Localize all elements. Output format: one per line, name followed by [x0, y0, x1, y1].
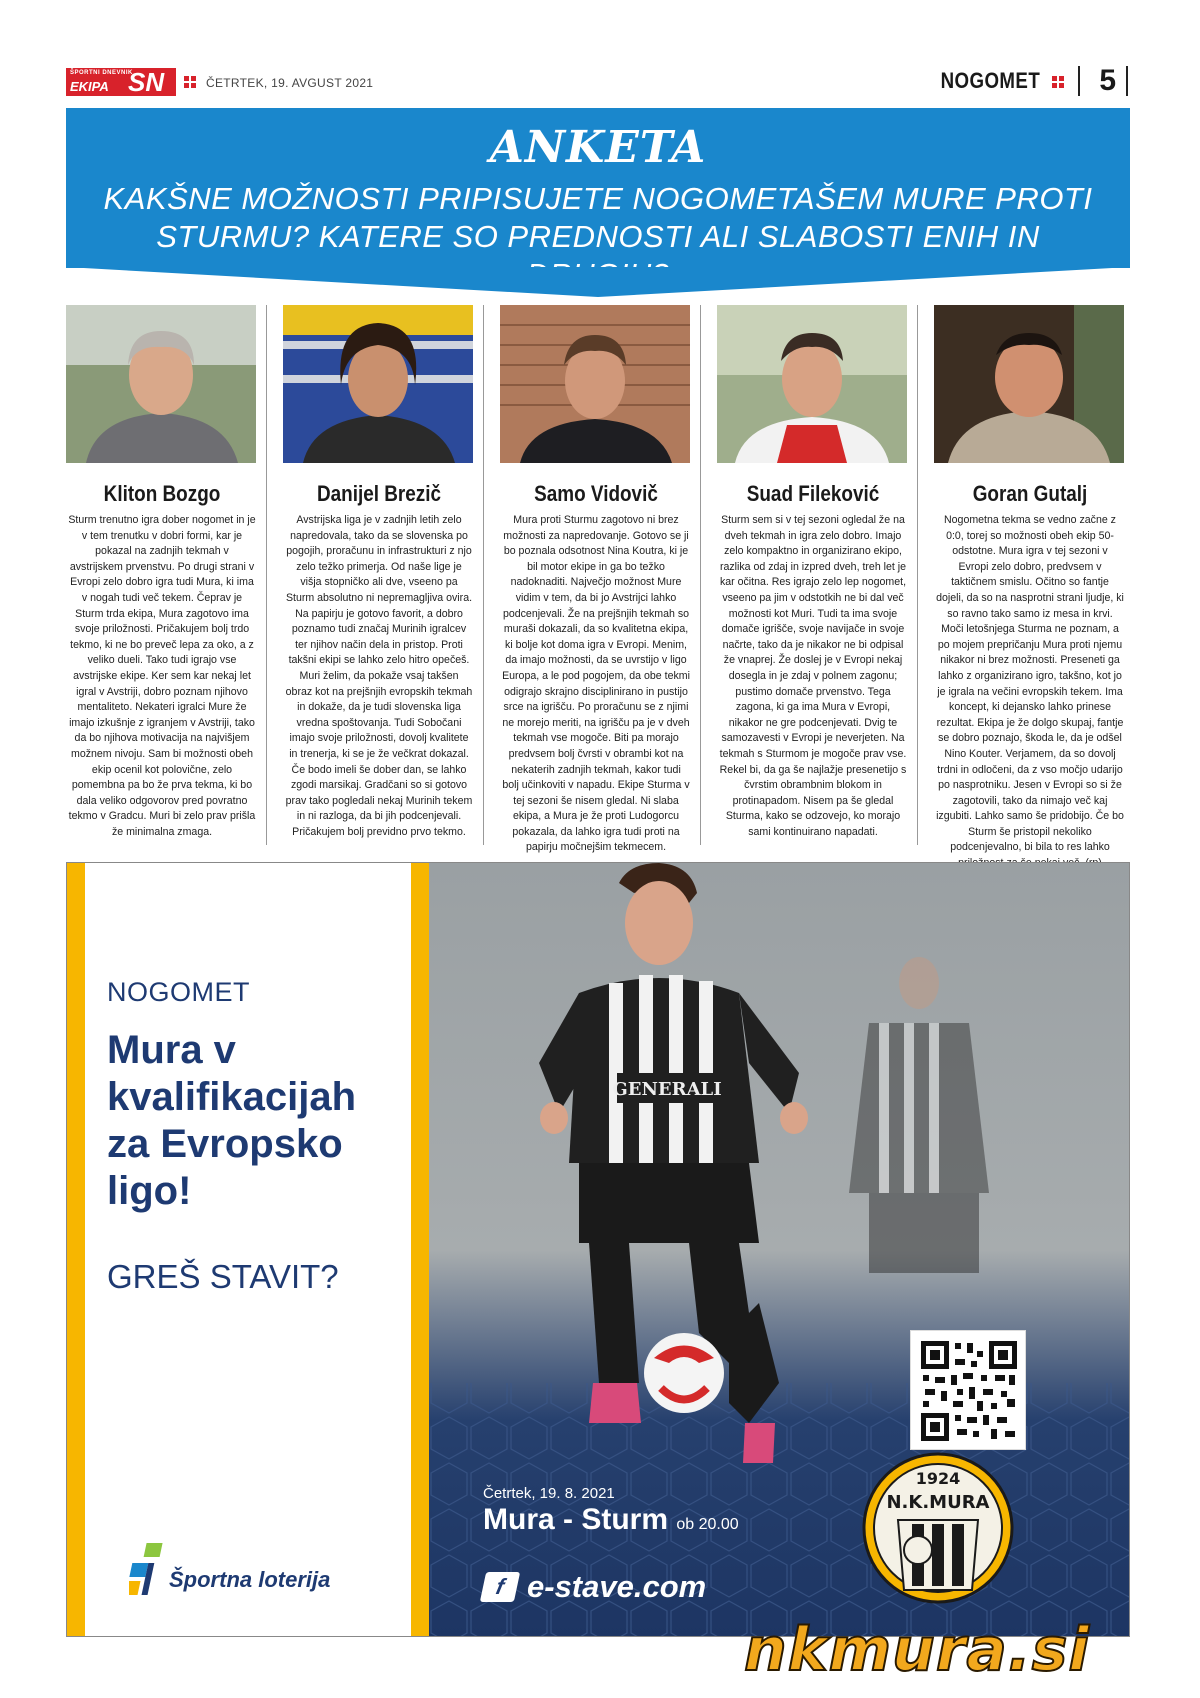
respondent-column — [283, 305, 475, 840]
respondent-photo — [717, 305, 907, 463]
column-divider — [266, 305, 267, 845]
column-divider — [700, 305, 701, 845]
lottery-name: Športna loterija — [169, 1567, 331, 1592]
match-teams: Mura - Sturm — [483, 1503, 669, 1536]
page-number: 5 — [1099, 64, 1116, 97]
respondent-photo — [283, 305, 473, 463]
survey-banner — [66, 108, 1130, 268]
question-line-1: KAKŠNE MOŽNOSTI PRIPISUJETE NOGOMETAŠEM MURE PROTI — [103, 181, 1093, 216]
respondent-name: Kliton Bozgo — [103, 481, 221, 506]
ad-stripe — [67, 863, 85, 1637]
square-bullet-icon — [1052, 76, 1064, 88]
banner-pointer — [0, 267, 1200, 297]
ad-kicker: NOGOMET — [107, 977, 250, 1007]
ad-headline: Mura v kvalifikacijah za Evropsko ligo! — [107, 1028, 357, 1213]
qr-code[interactable] — [910, 1330, 1026, 1450]
match-date: Četrtek, 19. 8. 2021 — [483, 1485, 615, 1502]
respondent-photo — [934, 305, 1124, 463]
respondent-column — [500, 305, 692, 856]
square-bullet-icon — [184, 76, 196, 88]
respondent-name: Suad Fileković — [746, 481, 880, 506]
e-stave-logo-icon: f — [480, 1572, 520, 1602]
page-header — [66, 64, 1130, 98]
respondent-photo — [500, 305, 690, 463]
column-divider — [483, 305, 484, 845]
respondent-answer: Sturm sem si v tej sezoni ogledal že na dveh tekmah in igra zelo dobro. Imajo zelo kompaktno in organizirano ekipo, razlika od zdaj in izpred dveh, treh let je kar očitna. Res igrajo zelo lep nogomet, vseeno pa jim v odstotkih ne bi dal več možnosti kot Muri. Tudi ta ima svoje domače igrišče, svoje navijače in svoje načrte, tako da je nikakor ne bi odpisal že vnaprej. Že doslej je v Evropi nekaj dosegla in je zdaj v polnem zagonu; pustimo domače prvenstvo. Tega zagona, ki ga ima Mura v Evropi, nikakor ne gre podcenjevati. Dvig te samozavesti v Evropi je neverjeten. Na tekmah s Sturmom je mogoče prav vse. Rekel bi, da ga še najlažje presenetijo s čvrstim obrambnim blokom in protinapadom. Nisem pa še gledal Sturma, kako se odzovejo, ko morajo sami kontinuirano napadati. — [719, 514, 907, 838]
ad-cta[interactable]: GREŠ STAVIT? — [107, 1258, 339, 1295]
crest-year: 1924 — [915, 1469, 961, 1488]
column-divider — [917, 305, 918, 845]
respondent-name: Samo Vidovič — [534, 481, 658, 506]
site-url[interactable]: e-stave.com — [527, 1569, 707, 1604]
divider — [1126, 66, 1128, 96]
question-line-2: STURMU? KATERE SO PREDNOSTI ALI SLABOSTI ENIH IN — [156, 219, 1040, 254]
ad-stripe — [411, 863, 429, 1637]
logo-sn: SN — [128, 67, 165, 97]
logo-name: EKIPA — [70, 79, 109, 94]
nk-mura-crest — [860, 1450, 1016, 1606]
banner-title: ANKETA — [489, 122, 707, 173]
section-title: NOGOMET — [940, 68, 1040, 93]
divider — [1078, 66, 1080, 96]
respondent-answer: Mura proti Sturmu zagotovo ni brez možnosti za napredovanje. Gotovo se ji bo poznala odsotnost Nina Koutra, ki je bil motor ekipe in ga bo težko nadoknaditi. Največjo možnost Mure vidim v tem, da bi jo Avstrijci lahko podcenjevali. Že na prejšnjih tekmah so muraši dokazali, da so kvalitetna ekipa, ki bolje kot doma igra v Evropi. Menim, da imajo možnosti, da se uvrstijo v ligo Europa, a le pod pogojem, da obe tekmi odigrajo skrajno disciplinirano in pustijo srce na igrišču. Po proračunu se z njimi ne morejo meriti, na igrišču pa je v dveh tekmah vse mogoče. Biti pa morajo predvsem bolj čvrsti v obrambi kot na nekaterih zadnjih tekmah, kakor tudi bolj učinkoviti v napadu. Ekipe Sturma v tej sezoni še nisem gledal. Ni slaba ekipa, a Mura je že proti Ludogorcu pokazala, da lahko igra tudi proti na papirju močnejšim tekmecem. — [502, 514, 690, 854]
ekipa-sn-logo — [66, 68, 176, 96]
match-time: ob 20.00 — [676, 1516, 739, 1533]
respondent-answer: Nogometna tekma se vedno začne z 0:0, torej so možnosti obeh ekip 50-odstotne. Mura igra v tej sezoni v Evropi zelo dobro, predvsem v taktičnem smislu. Očitno so fantje dojeli, da so na nasprotni strani ljudje, ki so ravno tako samo iz mesa in krvi. Moči letošnjega Sturma ne poznam, a po mojem prepričanju Mura proti njemu nikakor ni brez možnosti. Preseneti ga lahko z organizirano igro, takšno, kot jo je igrala na večini evropskih tekem. Ima koncept, ki dejansko lahko prinese rezultat. Ekipa je že dolgo skupaj, fantje se dobro poznajo, škoda le, da je odšel Nino Kouter. Verjamem, da so dovolj trdni in odločeni, da z vso močjo udarijo po nasprotniku. Jesen v Evropi so si že zagotovili, tako da nimajo več kaj izgubiti. Lahko samo še pridobijo. Če bo Sturm še pristopil nekoliko podcenjevalno, bi bila to res lahko — [936, 514, 1124, 854]
respondent-answer: Avstrijska liga je v zadnjih letih zelo napredovala, tako da se slovenska po pogojih, proračunu in infrastrukturi z njo zelo težko primerja. Od naše lige je višja stopničko ali dve, vseeno pa Sturm absolutno ni nepremagljiva ovira. Na papirju je gotovo favorit, a dobro poznamo tudi značaj Murinih igralcev ter njihov način dela in pristop. Proti takšni ekipi se lahko zelo hitro opečeš. Muri želim, da pokaže vsaj takšen obraz kot na prejšnjih evropskih tekmah in dokaže, da je tudi slovenska liga vredna spoštovanja. Tudi Sobočani imajo svoje priložnosti, dovolj kvalitete in trenerja, ki se je že večkrat dokazal. Če bodo imeli še dober dan, se lahko zgodi marsikaj. Gradčani so si gotovo prav tako pogledali nekaj Murinih tekem in ni razloga, da bi jih podcenjevali. Pričakujem bolj previdno prvo tekmo. — [285, 514, 473, 838]
respondent-column — [934, 305, 1126, 872]
sportna-loterija-logo — [129, 1541, 369, 1601]
jersey-sponsor: GENERALI — [612, 1079, 722, 1100]
respondent-photo — [66, 305, 256, 463]
logo-tagline: ŠPORTNI DNEVNIK — [70, 70, 133, 76]
match-title — [483, 1503, 739, 1537]
issue-date: ČETRTEK, 19. AVGUST 2021 — [206, 76, 374, 90]
respondent-column — [66, 305, 258, 840]
site-watermark: nkmura.si — [743, 1615, 1090, 1685]
respondent-column — [717, 305, 909, 840]
respondent-name: Goran Gutalj — [972, 481, 1088, 506]
e-stave-link[interactable] — [483, 1569, 706, 1605]
respondent-answer: Sturm trenutno igra dober nogomet in je v tem trenutku v dobri formi, kar je pokazal na zadnjih tekmah v avstrijskem prvenstvu. Po drugi strani v Evropi zelo dobro igra tudi Mura, ki ima v nogah tudi več tekem. Čeprav je Sturm trda ekipa, Mura zagotovo ima svoje priložnosti. Pričakujem bolj trdo tekmo, ki ne bo preveč lepa za oko, a z veliko dueli. Tako tudi igrajo vse avstrijske ekipe. Ker sem kar nekaj let igral v Avstriji, dobro poznam njihovo mentaliteto. Nekateri igralci Mure že imajo izkušnje z igranjem v Avstriji, tako da bo njihova motivacija na najvišjem možnem nivoju. Sam bi možnosti obeh ekip ocenil kot polovične, zelo pomembna pa bo že prva tekma, ki bo dala veliko odgovorov pred povratno tekmo v Gradcu. Muri bi zelo prav prišla že minimalna zmaga. — [68, 514, 256, 838]
respondent-name: Danijel Brezič — [316, 481, 442, 506]
crest-name: N.K.MURA — [886, 1492, 990, 1513]
